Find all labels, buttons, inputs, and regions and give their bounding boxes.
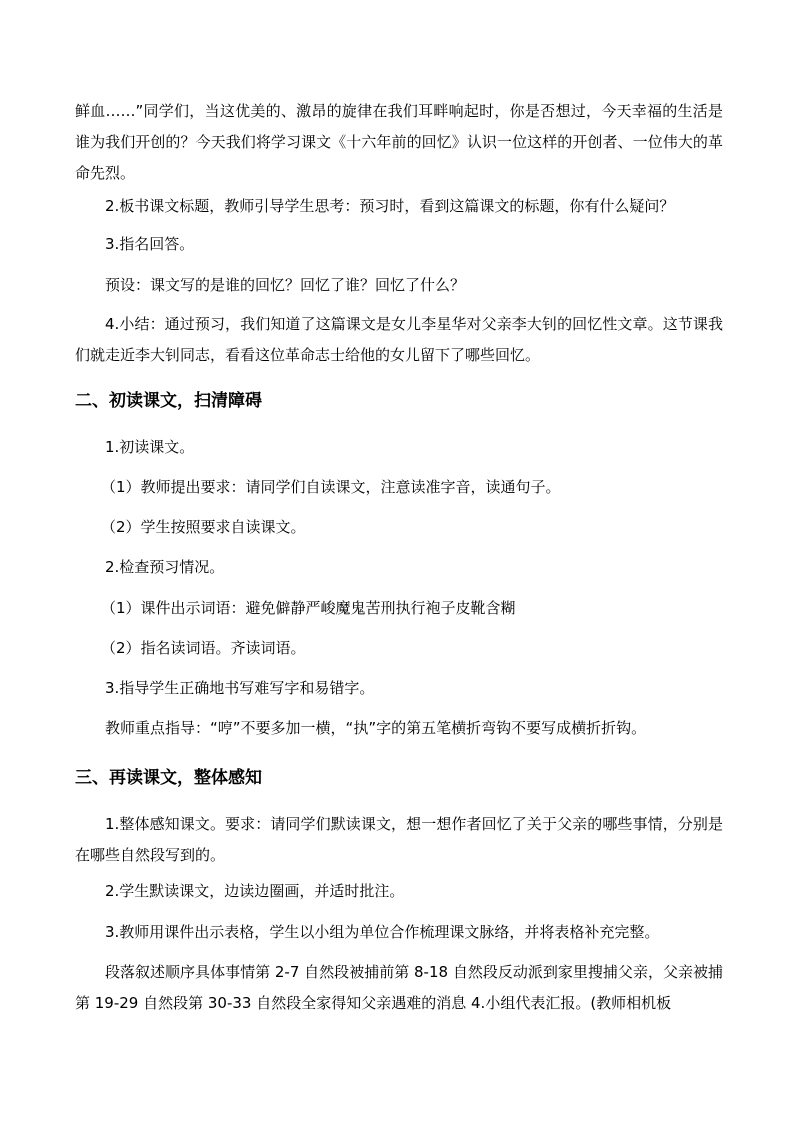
section-2-item-5: （1）课件出示词语：避免僻静严峻魔鬼苦刑执行袍子皮靴含糊 — [101, 599, 516, 617]
section-3-item-3: 3.教师用课件出示表格，学生以小组为单位合作梳理课文脉络，并将表格补充完整。 — [105, 923, 660, 941]
section-3-item-4: 段落叙述顺序具体事情第 2-7 自然段被捕前第 8-18 自然段反动派到家里搜捕父亲，父亲被捕第 19-29 自然段第 30-33 自然段全家得知父亲遇难的消息 4.小组代表汇报。(教师相机板 — [75, 963, 723, 1012]
section-2-item-6: （2）指名读词语。齐读词语。 — [101, 639, 306, 657]
intro-paragraph-2: 2.板书课文标题，教师引导学生思考：预习时，看到这篇课文的标题，你有什么疑问？ — [105, 197, 675, 215]
intro-paragraph-3: 3.指名回答。 — [105, 235, 195, 253]
section-3-item-1: 1.整体感知课文。要求：请同学们默读课文，想一想作者回忆了关于父亲的哪些事情，分别是在哪些自然段写到的。 — [75, 815, 723, 864]
section-3-item-2: 2.学生默读课文，边读边圈画，并适时批注。 — [105, 882, 405, 900]
section-2-item-8: 教师重点指导：“哼”不要多加一横，“执”字的第五笔横折弯钩不要写成横折折钩。 — [105, 719, 647, 737]
intro-paragraph-5: 4.小结：通过预习，我们知道了这篇课文是女儿李星华对父亲李大钊的回忆性文章。这节课我们就走近李大钊同志，看看这位革命志士给他的女儿留下了哪些回忆。 — [75, 315, 723, 364]
intro-paragraph-1: 鲜血……”同学们，当这优美的、激昂的旋律在我们耳畔响起时，你是否想过，今天幸福的生活是谁为我们开创的？今天我们将学习课文《十六年前的回忆》认识一位这样的开创者、一位伟大的革命先烈。 — [75, 102, 723, 182]
section-2-item-7: 3.指导学生正确地书写难写字和易错字。 — [105, 679, 375, 697]
section-2-item-4: 2.检查预习情况。 — [105, 558, 225, 576]
section-2-item-2: （1）教师提出要求：请同学们自读课文，注意读准字音，读通句子。 — [101, 478, 561, 496]
intro-paragraph-4: 预设：课文写的是谁的回忆？回忆了谁？回忆了什么？ — [105, 276, 466, 294]
section-3-heading: 三、再读课文，整体感知 — [75, 768, 262, 788]
section-2-item-1: 1.初读课文。 — [105, 438, 195, 456]
section-2-item-3: （2）学生按照要求自读课文。 — [101, 518, 306, 536]
section-2-heading: 二、初读课文，扫清障碍 — [75, 391, 262, 411]
